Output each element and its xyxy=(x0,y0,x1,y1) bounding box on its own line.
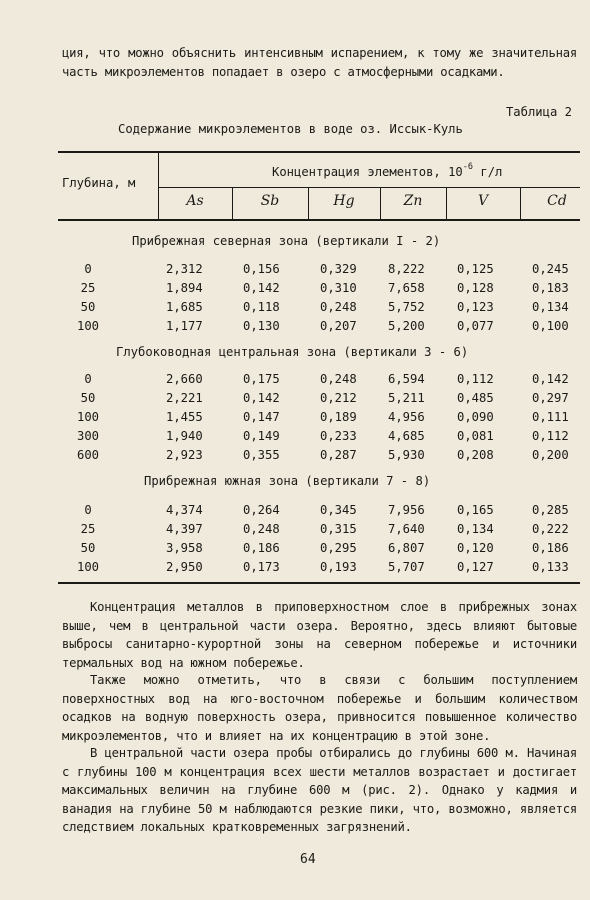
value-cell: 4,397 xyxy=(166,522,203,536)
value-cell: 1,685 xyxy=(166,300,203,314)
value-cell: 7,956 xyxy=(388,503,425,517)
depth-column-header: Глубина, м xyxy=(62,176,136,190)
value-cell: 0,130 xyxy=(243,319,280,333)
value-cell: 0,245 xyxy=(532,262,569,276)
value-cell: 0,133 xyxy=(532,560,569,574)
depth-cell: 50 xyxy=(80,300,96,314)
intro-paragraph: ция, что можно объяснить интенсивным испарением, к тому же значительная часть микроэлементов попадает в озеро с атмосферными осадками. xyxy=(62,46,577,79)
value-cell: 1,177 xyxy=(166,319,203,333)
table-top-rule xyxy=(58,151,580,153)
value-cell: 5,707 xyxy=(388,560,425,574)
value-cell: 1,455 xyxy=(166,410,203,424)
value-cell: 0,100 xyxy=(532,319,569,333)
value-cell: 0,315 xyxy=(320,522,357,536)
value-cell: 1,940 xyxy=(166,429,203,443)
value-cell: 0,125 xyxy=(457,262,494,276)
value-cell: 0,212 xyxy=(320,391,357,405)
depth-cell: 50 xyxy=(80,391,96,405)
table-column-divider xyxy=(520,188,521,220)
concentration-header: Концентрация элементов, $10^{-6}$ г/л xyxy=(272,162,503,180)
value-cell: 0,189 xyxy=(320,410,357,424)
value-cell: 8,222 xyxy=(388,262,425,276)
table-row xyxy=(0,262,590,280)
table-row xyxy=(0,372,590,390)
value-cell: 0,310 xyxy=(320,281,357,295)
value-cell: 5,930 xyxy=(388,448,425,462)
table-row xyxy=(0,429,590,447)
value-cell: 2,660 xyxy=(166,372,203,386)
value-cell: 2,950 xyxy=(166,560,203,574)
element-header-hg: Hg xyxy=(333,193,355,209)
value-cell: 0,123 xyxy=(457,300,494,314)
value-cell: 4,956 xyxy=(388,410,425,424)
zone-title: Прибрежная северная зона (вертикали I - 2) xyxy=(132,234,441,248)
value-cell: 0,175 xyxy=(243,372,280,386)
zone-title: Прибрежная южная зона (вертикали 7 - 8) xyxy=(144,474,431,488)
value-cell: 5,752 xyxy=(388,300,425,314)
table-row xyxy=(0,560,590,578)
value-cell: 0,295 xyxy=(320,541,357,555)
concentration-exponent: -6 xyxy=(462,162,474,172)
value-cell: 0,142 xyxy=(532,372,569,386)
value-cell: 7,658 xyxy=(388,281,425,295)
value-cell: 0,112 xyxy=(532,429,569,443)
table-row xyxy=(0,522,590,540)
element-header-zn: Zn xyxy=(403,193,423,209)
value-cell: 0,186 xyxy=(243,541,280,555)
value-cell: 2,923 xyxy=(166,448,203,462)
value-cell: 5,200 xyxy=(388,319,425,333)
element-header-sb: Sb xyxy=(260,193,280,209)
value-cell: 0,090 xyxy=(457,410,494,424)
depth-cell: 300 xyxy=(76,429,99,443)
table-row xyxy=(0,541,590,559)
depth-cell: 0 xyxy=(84,372,92,386)
value-cell: 0,112 xyxy=(457,372,494,386)
value-cell: 3,958 xyxy=(166,541,203,555)
value-cell: 2,221 xyxy=(166,391,203,405)
value-cell: 0,186 xyxy=(532,541,569,555)
value-cell: 0,183 xyxy=(532,281,569,295)
value-cell: 4,374 xyxy=(166,503,203,517)
value-cell: 6,594 xyxy=(388,372,425,386)
depth-cell: 100 xyxy=(76,560,99,574)
value-cell: 0,134 xyxy=(457,522,494,536)
value-cell: 0,248 xyxy=(320,300,357,314)
value-cell: 0,149 xyxy=(243,429,280,443)
value-cell: 7,640 xyxy=(388,522,425,536)
value-cell: 0,134 xyxy=(532,300,569,314)
value-cell: 0,165 xyxy=(457,503,494,517)
value-cell: 0,297 xyxy=(532,391,569,405)
value-cell: 0,173 xyxy=(243,560,280,574)
depth-cell: 0 xyxy=(84,503,92,517)
value-cell: 0,207 xyxy=(320,319,357,333)
value-cell: 4,685 xyxy=(388,429,425,443)
table-row xyxy=(0,410,590,428)
value-cell: 0,285 xyxy=(532,503,569,517)
zone-title: Глубоководная центральная зона (вертикали 3 - 6) xyxy=(116,345,469,359)
table-column-divider xyxy=(158,153,159,220)
element-header-as: As xyxy=(186,193,204,209)
depth-cell: 600 xyxy=(76,448,99,462)
value-cell: 0,355 xyxy=(243,448,280,462)
value-cell: 0,200 xyxy=(532,448,569,462)
table-row xyxy=(0,281,590,299)
value-cell: 0,222 xyxy=(532,522,569,536)
value-cell: 0,142 xyxy=(243,391,280,405)
value-cell: 6,807 xyxy=(388,541,425,555)
depth-cell: 25 xyxy=(80,281,96,295)
depth-cell: 0 xyxy=(84,262,92,276)
value-cell: 0,248 xyxy=(243,522,280,536)
depth-cell: 100 xyxy=(76,319,99,333)
value-cell: 0,248 xyxy=(320,372,357,386)
value-cell: 0,233 xyxy=(320,429,357,443)
value-cell: 0,147 xyxy=(243,410,280,424)
value-cell: 0,485 xyxy=(457,391,494,405)
table-header-bottom-rule xyxy=(58,219,580,221)
element-header-cd: Cd xyxy=(547,193,567,209)
page-number: 64 xyxy=(300,852,316,867)
value-cell: 0,264 xyxy=(243,503,280,517)
body-paragraph: В центральной части озера пробы отбирались до глубины 600 м. Начиная с глубины 100 м концентрация всех шести металлов возрастает и достигает максимальных величин на глубине 600 м (рис. 2). Однако у кадмия и ванадия на глубине 50 м наблюдаются резкие пики, что, возможно, является следствием локальных кратковременных загрязнений. xyxy=(62,746,577,834)
value-cell: 0,077 xyxy=(457,319,494,333)
value-cell: 0,118 xyxy=(243,300,280,314)
depth-cell: 25 xyxy=(80,522,96,536)
value-cell: 0,127 xyxy=(457,560,494,574)
depth-cell: 100 xyxy=(76,410,99,424)
table-row xyxy=(0,300,590,318)
element-header-v: V xyxy=(477,193,489,209)
table-row xyxy=(0,319,590,337)
table-bottom-rule xyxy=(58,582,580,584)
table-row xyxy=(0,391,590,409)
table-label: Таблица 2 xyxy=(505,105,572,119)
value-cell: 0,193 xyxy=(320,560,357,574)
table-column-divider xyxy=(232,188,233,220)
value-cell: 0,208 xyxy=(457,448,494,462)
table-row xyxy=(0,448,590,466)
body-paragraph: Также можно отметить, что в связи с большим поступлением поверхностных вод на юго-восточном побережье и большим количеством осадков на водную поверхность озера, привносится повышенное количество микроэлементов, что и влияет на их концентрацию в этой зоне. xyxy=(62,673,577,743)
value-cell: 0,156 xyxy=(243,262,280,276)
value-cell: 0,120 xyxy=(457,541,494,555)
table-header-divider xyxy=(158,187,580,188)
table-row xyxy=(0,503,590,521)
body-paragraph: Концентрация металлов в приповерхностном слое в прибрежных зонах выше, чем в центральной части озера. Вероятно, здесь влияют бытовые выбросы санитарно-курортной зоны на северном побережье и источники термальных вод на южном побережье. xyxy=(62,600,577,670)
value-cell: 5,211 xyxy=(388,391,425,405)
value-cell: 0,345 xyxy=(320,503,357,517)
value-cell: 1,894 xyxy=(166,281,203,295)
value-cell: 0,142 xyxy=(243,281,280,295)
value-cell: 0,081 xyxy=(457,429,494,443)
value-cell: 0,128 xyxy=(457,281,494,295)
value-cell: 0,287 xyxy=(320,448,357,462)
table-title: Содержание микроэлементов в воде оз. Иссык-Куль xyxy=(118,122,463,136)
value-cell: 2,312 xyxy=(166,262,203,276)
depth-cell: 50 xyxy=(80,541,96,555)
value-cell: 0,329 xyxy=(320,262,357,276)
value-cell: 0,111 xyxy=(532,410,569,424)
